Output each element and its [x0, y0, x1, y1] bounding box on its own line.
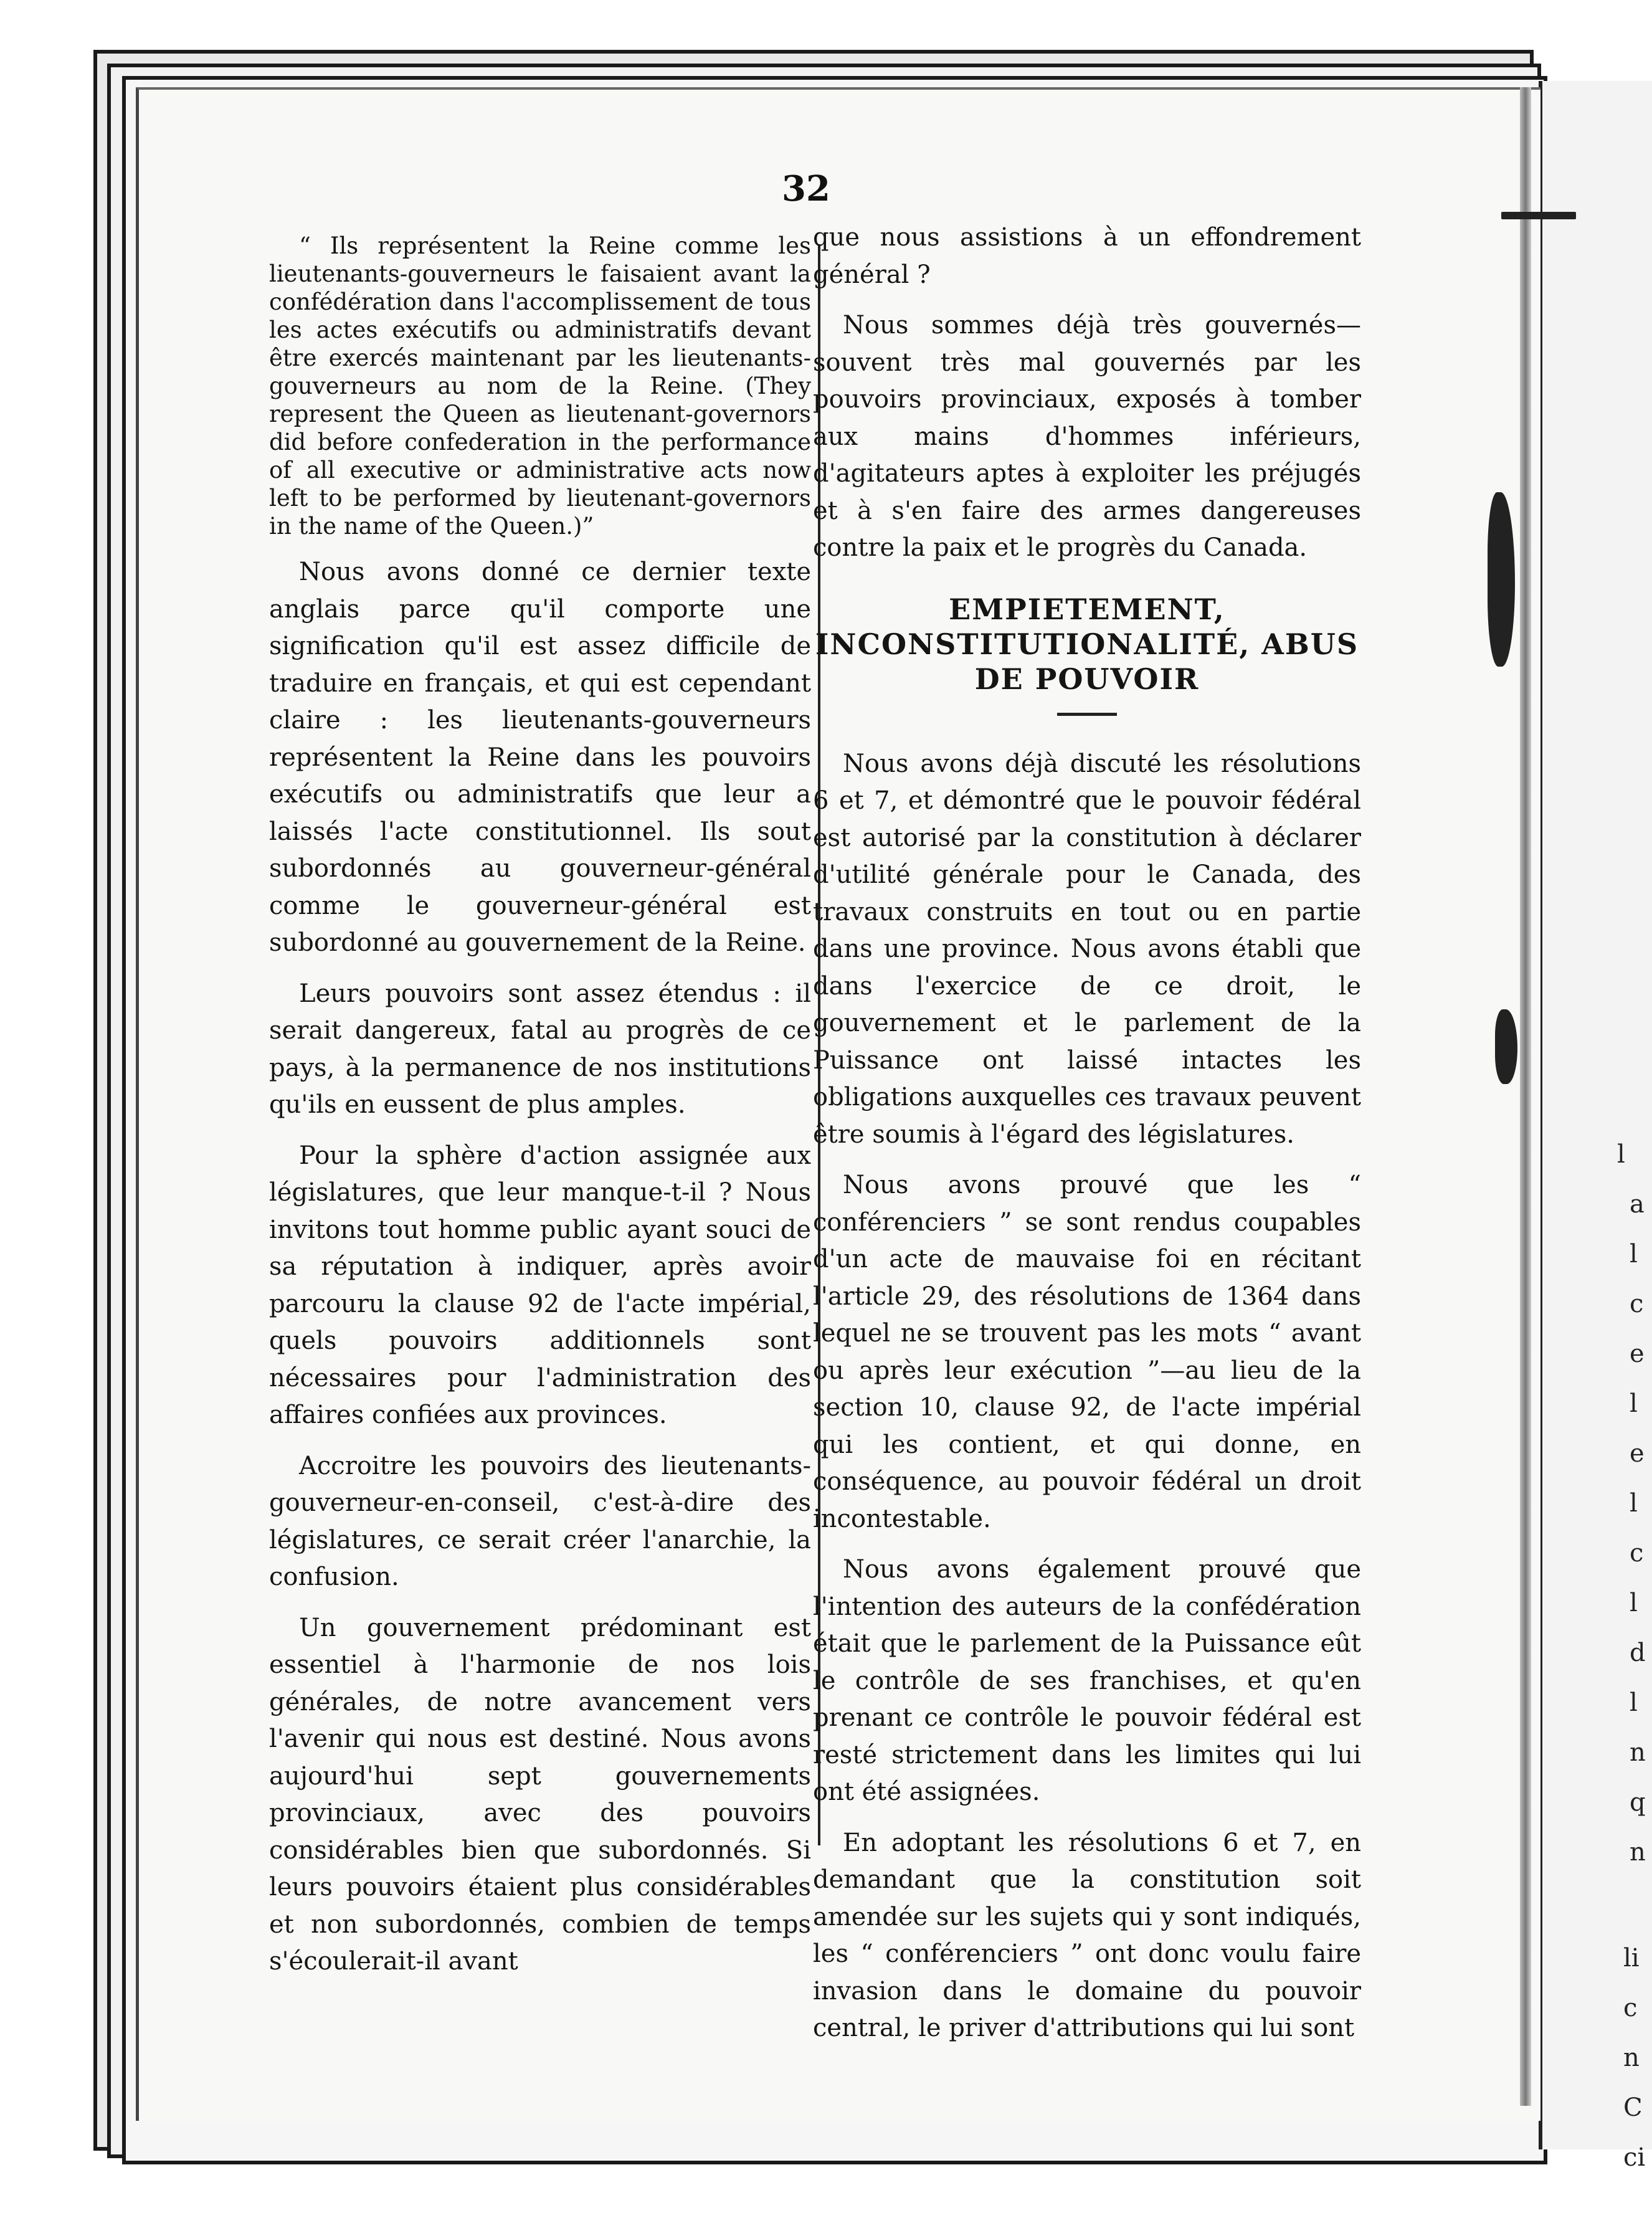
ink-blot — [1501, 212, 1576, 219]
adjacent-page-letter: n — [1630, 1738, 1646, 1767]
page-binding — [1520, 87, 1531, 2106]
adjacent-page-letter: C — [1623, 2093, 1643, 2122]
adjacent-page-letter: l — [1617, 1140, 1625, 1169]
adjacent-page-letter: l — [1630, 1389, 1638, 1418]
adjacent-page-letter: c — [1630, 1539, 1644, 1568]
paragraph: Nous avons également prouvé que l'intention des auteurs de la confédération était que le parlement de la Puissance eût le contrôle de ses franchises, et qu'en prenant ce contrôle le pouvoir fédéral est resté strictement dans les limites qui lui ont été assignées. — [813, 1555, 1361, 1806]
right-column — [813, 219, 1361, 2061]
paragraph: Nous avons déjà discuté les résolutions 6 et 7, et démontré que le pouvoir fédéral est autorisé par la constitution à déclarer d'utilité générale pour le Canada, des travaux construits en tout ou en partie dans une province. Nous avons établi que dans l'exercice de ce droit, le gouvernement et le parlement de la Puissance ont laissé intactes les obligations auxquelles ces travaux peuvent être soumis à l'égard des législatures. — [813, 749, 1361, 1149]
adjacent-page-strip — [1539, 81, 1652, 2172]
left-column — [269, 232, 811, 1994]
section-heading: EMPIETEMENT, INCONSTITUTIONALITÉ, ABUS DE POUVOIR — [815, 592, 1359, 696]
adjacent-page-letter: ci — [1623, 2143, 1646, 2172]
paragraph: Pour la sphère d'action assignée aux législatures, que leur manque-t-il ? Nous invitons tout homme public ayant souci de sa réputation à indiquer, après avoir parcouru la clause 92 de l'acte impérial, quels pouvoirs additionnels sont nécessaires pour l'administration des affaires confiées aux provinces. — [269, 1141, 811, 1429]
paragraph: Nous avons prouvé que les “ conférenciers ” se sont rendus coupables d'un acte de mauvaise foi en récitant l'article 29, des résolutions de 1364 dans lequel ne se trouvent pas les mots “ avant ou après leur exécution ”—au lieu de la section 10, clause 92, de l'acte impérial qui les contient, et qui donne, en conséquence, au pouvoir fédéral un droit incontestable. — [813, 1171, 1361, 1533]
paragraph: Un gouvernement prédominant est essentiel à l'harmonie de nos lois générales, de notre avancement vers l'avenir qui nous est destiné. Nous avons aujourd'hui sept gouvernements provinciaux, avec des pouvoirs considérables bien que subordonnés. Si leurs pouvoirs étaient plus considérables et non subordonnés, combien de temps s'écoulerait-il avant — [269, 1613, 811, 1976]
adjacent-page-letter: d — [1630, 1639, 1646, 1667]
adjacent-page-letter: li — [1623, 1944, 1640, 1973]
adjacent-page-letter: l — [1630, 1489, 1638, 1518]
adjacent-page-letter: a — [1630, 1190, 1645, 1219]
adjacent-page-letter: c — [1630, 1290, 1644, 1318]
paragraph: Nous avons donné ce dernier texte anglais parce qu'il comporte une signification qu'il est assez difficile de traduire en français, et qui est cependant claire : les lieutenants-gouverneurs représentent la Reine dans les pouvoirs exécutifs ou administratifs que leur a laissés l'acte constitutionnel. Ils sout subordonnés au gouverneur-général comme le gouverneur-général est subordonné au gouvernement de la Reine. — [269, 558, 811, 957]
adjacent-page-letter: e — [1630, 1439, 1645, 1468]
adjacent-page-letter: e — [1630, 1340, 1645, 1368]
paragraph: Leurs pouvoirs sont assez étendus : il serait dangereux, fatal au progrès de ce pays, à la permanence de nos institutions qu'ils en eussent de plus amples. — [269, 979, 811, 1119]
paragraph: que nous assistions à un effondrement général ? — [813, 223, 1361, 289]
heading-rule — [1057, 713, 1117, 716]
paragraph: En adoptant les résolutions 6 et 7, en demandant que la constitution soit amendée sur les sujets qui y sont indiqués, les “ conférenciers ” ont donc voulu faire invasion dans le domaine du pouvoir central, le priver d'attributions qui lui sont — [813, 1828, 1361, 2042]
paragraph: “ Ils représentent la Reine comme les lieutenants-gouverneurs le faisaient avant la confédération dans l'accomplissement de tous les actes exécutifs ou administratifs devant être exercés maintenant par les lieutenants-gouverneurs au nom de la Reine. (They represent the Queen as lieutenant-governors did before confederation in the performance of all executive or administrative acts now left to be performed by lieutenant-governors in the name of the Queen.)” — [269, 232, 811, 540]
adjacent-page-letter: n — [1630, 1838, 1646, 1867]
paragraph: Accroitre les pouvoirs des lieutenants-gouverneur-en-conseil, c'est-à-dire des législatures, ce serait créer l'anarchie, la confusion. — [269, 1451, 811, 1591]
ink-blot — [1495, 1009, 1517, 1084]
adjacent-page-letter: q — [1630, 1788, 1646, 1817]
paragraph: Nous sommes déjà très gouvernés—souvent très mal gouvernés par les pouvoirs provinciaux, exposés à tomber aux mains d'hommes inférieurs, d'agitateurs aptes à exploiter les préjugés et à s'en faire des armes dangereuses contre la paix et le progrès du Canada. — [813, 311, 1361, 562]
adjacent-page-letter: l — [1630, 1688, 1638, 1717]
adjacent-page-letter: l — [1630, 1589, 1638, 1617]
page-number: 32 — [782, 168, 830, 209]
adjacent-page-letter: c — [1623, 1994, 1638, 2022]
adjacent-page-letter: n — [1623, 2044, 1640, 2072]
adjacent-page-letter: l — [1630, 1240, 1638, 1268]
